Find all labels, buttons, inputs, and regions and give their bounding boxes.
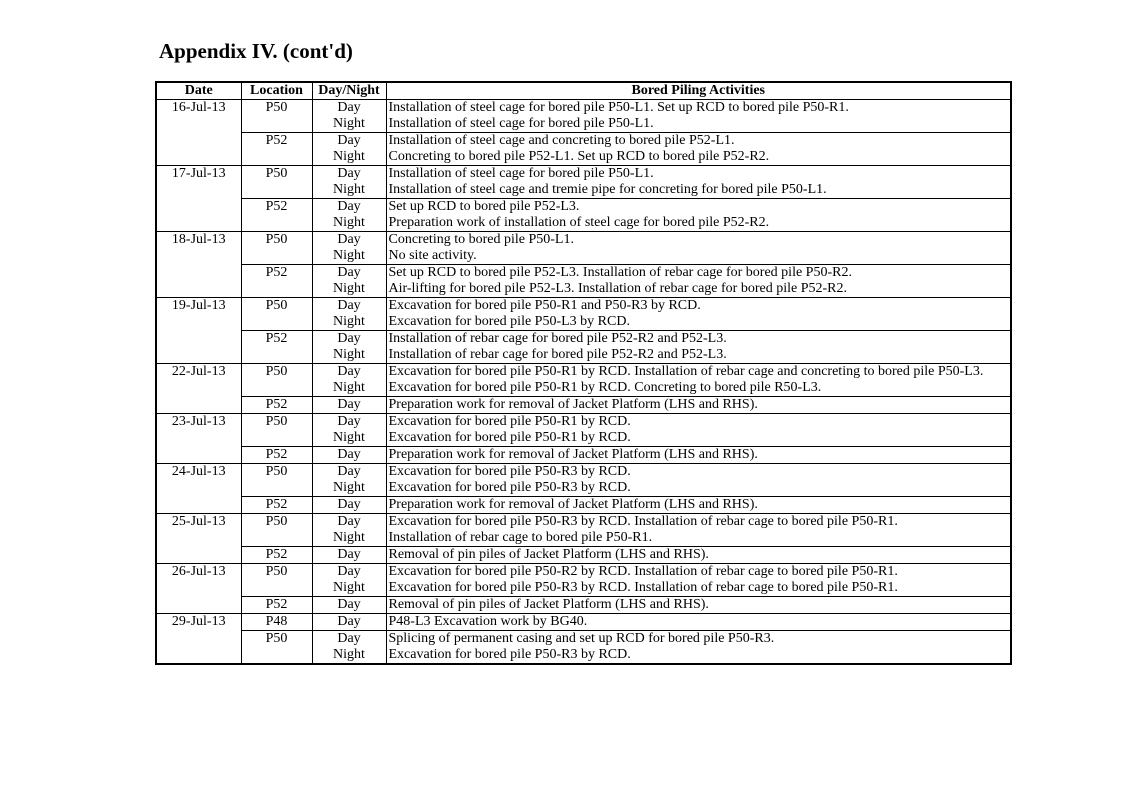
table-row [156,631,1011,648]
date-cell: 18-Jul-13 [156,232,241,298]
header-activities: Bored Piling Activities [386,82,1011,100]
day-night-cell: Day [312,631,386,648]
table-row [156,614,1011,631]
activity-cell: Excavation for bored pile P50-R1 by RCD. [386,414,1011,431]
activity-cell: Set up RCD to bored pile P52-L3. Installation of rebar cage for bored pile P50-R2. [386,265,1011,282]
activity-cell: Splicing of permanent casing and set up RCD for bored pile P50-R3. [386,631,1011,648]
day-night-cell: Day [312,547,386,564]
activity-cell: Installation of steel cage for bored pile P50-L1. [388,116,654,131]
table-row [156,597,1011,614]
day-night-cell: Day [312,133,386,150]
day-night-cell: Day [312,597,386,614]
location-cell: P50 [241,232,312,265]
location-cell: P50 [241,298,312,331]
activity-cell: Installation of steel cage for bored pile P50-L1. [386,166,1011,183]
table-row [156,265,1011,282]
day-night-cell: Day [312,497,386,514]
day-night-cell: Day [312,100,386,117]
day-night-cell: Day [312,397,386,414]
day-night-cell: Night [312,149,386,166]
activity-cell: Excavation for bored pile P50-R1 and P50-R3 by RCD. [386,298,1011,315]
table-body [156,100,1011,665]
location-cell: P52 [241,397,312,414]
activity-cell: Excavation for bored pile P50-R1 by RCD. Concreting to bored pile R50-L3. [388,380,822,395]
day-night-cell: Night [312,530,386,547]
day-night-cell: Day [312,166,386,183]
table-row [156,497,1011,514]
date-cell: 25-Jul-13 [156,514,241,564]
table-row [156,100,1011,117]
day-night-cell: Night [312,647,386,664]
activity-cell: Air-lifting for bored pile P52-L3. Installation of rebar cage for bored pile P52-R2. [388,281,847,296]
date-cell: 16-Jul-13 [156,100,241,166]
table-row [156,464,1011,481]
location-cell: P50 [241,564,312,597]
activity-cell: Installation of steel cage and concreting to bored pile P52-L1. [386,133,1011,150]
day-night-cell: Night [312,480,386,497]
activity-cell: Installation of steel cage for bored pile P50-L1. Set up RCD to bored pile P50-R1. [386,100,1011,117]
date-cell: 19-Jul-13 [156,298,241,364]
location-cell: P50 [241,414,312,447]
date-cell: 29-Jul-13 [156,614,241,665]
day-night-cell: Night [312,314,386,331]
header-location: Location [241,82,312,100]
table-row [156,199,1011,216]
day-night-cell: Day [312,298,386,315]
activity-cell: Excavation for bored pile P50-R2 by RCD. Installation of rebar cage to bored pile P50-R1. [386,564,1011,581]
day-night-cell: Day [312,514,386,531]
day-night-cell: Day [312,614,386,631]
location-cell: P50 [241,514,312,547]
location-cell: P52 [241,199,312,232]
location-cell: P52 [241,597,312,614]
table-row [156,414,1011,431]
table-row [156,331,1011,348]
activity-cell: Concreting to bored pile P50-L1. [386,232,1011,249]
day-night-cell: Day [312,564,386,581]
table-row [156,232,1011,249]
location-cell: P50 [241,166,312,199]
location-cell: P50 [241,631,312,665]
activity-cell: Concreting to bored pile P52-L1. Set up RCD to bored pile P52-R2. [388,149,770,164]
day-night-cell: Day [312,464,386,481]
day-night-cell: Day [312,232,386,249]
location-cell: P52 [241,547,312,564]
activity-cell: Removal of pin piles of Jacket Platform (LHS and RHS). [386,597,1011,614]
day-night-cell: Day [312,364,386,381]
table-row [156,514,1011,531]
location-cell: P52 [241,447,312,464]
day-night-cell: Day [312,199,386,216]
day-night-cell: Night [312,580,386,597]
table-row [156,447,1011,464]
activity-cell: Excavation for bored pile P50-R3 by RCD. [388,480,631,495]
header-row [156,82,1011,100]
table-row [156,564,1011,581]
day-night-cell: Night [312,215,386,232]
location-cell: P50 [241,100,312,133]
activity-cell: Excavation for bored pile P50-R3 by RCD. [386,464,1011,481]
activity-cell: Removal of pin piles of Jacket Platform (LHS and RHS). [386,547,1011,564]
day-night-cell: Night [312,116,386,133]
activity-cell: Excavation for bored pile P50-L3 by RCD. [388,314,630,329]
day-night-cell: Day [312,447,386,464]
bored-piling-activities-table [155,81,1012,665]
location-cell: P50 [241,364,312,397]
location-cell: P50 [241,464,312,497]
activity-cell: Preparation work for removal of Jacket Platform (LHS and RHS). [386,397,1011,414]
page-title: Appendix IV. (cont'd) [159,39,353,63]
header-day-night: Day/Night [312,82,386,100]
location-cell: P52 [241,133,312,166]
activity-cell: Excavation for bored pile P50-R3 by RCD. Installation of rebar cage to bored pile P50-R1. [388,580,898,595]
activity-cell: P48-L3 Excavation work by BG40. [386,614,1011,631]
location-cell: P52 [241,265,312,298]
date-cell: 23-Jul-13 [156,414,241,464]
location-cell: P48 [241,614,312,631]
location-cell: P52 [241,497,312,514]
activity-cell: Preparation work for removal of Jacket Platform (LHS and RHS). [386,497,1011,514]
table-row [156,298,1011,315]
activity-cell: Installation of rebar cage for bored pile P52-R2 and P52-L3. [388,347,727,362]
day-night-cell: Night [312,380,386,397]
date-cell: 26-Jul-13 [156,564,241,614]
date-cell: 22-Jul-13 [156,364,241,414]
activity-cell: Excavation for bored pile P50-R1 by RCD. Installation of rebar cage and concreting to bored pile P50-L3. [386,364,1011,381]
activity-cell: Set up RCD to bored pile P52-L3. [386,199,1011,216]
day-night-cell: Day [312,265,386,282]
day-night-cell: Night [312,347,386,364]
activity-cell: Excavation for bored pile P50-R3 by RCD. [388,647,631,662]
day-night-cell: Night [312,182,386,199]
day-night-cell: Day [312,414,386,431]
location-cell: P52 [241,331,312,364]
table-row [156,547,1011,564]
day-night-cell: Night [312,430,386,447]
table-row [156,364,1011,381]
table-row [156,166,1011,183]
activity-cell: Installation of rebar cage to bored pile P50-R1. [388,530,653,545]
header-date: Date [156,82,241,100]
activity-cell: Preparation work for removal of Jacket Platform (LHS and RHS). [386,447,1011,464]
activity-cell: Excavation for bored pile P50-R3 by RCD. Installation of rebar cage to bored pile P50-R1. [386,514,1011,531]
day-night-cell: Night [312,248,386,265]
activity-cell: Excavation for bored pile P50-R1 by RCD. [388,430,631,445]
activity-cell: Preparation work of installation of steel cage for bored pile P52-R2. [388,215,770,230]
activity-cell: Installation of rebar cage for bored pile P52-R2 and P52-L3. [386,331,1011,348]
day-night-cell: Night [312,281,386,298]
table-row [156,133,1011,150]
table-row [156,397,1011,414]
activity-cell: Installation of steel cage and tremie pipe for concreting for bored pile P50-L1. [388,182,827,197]
activity-cell: No site activity. [388,248,477,263]
date-cell: 17-Jul-13 [156,166,241,232]
date-cell: 24-Jul-13 [156,464,241,514]
day-night-cell: Day [312,331,386,348]
